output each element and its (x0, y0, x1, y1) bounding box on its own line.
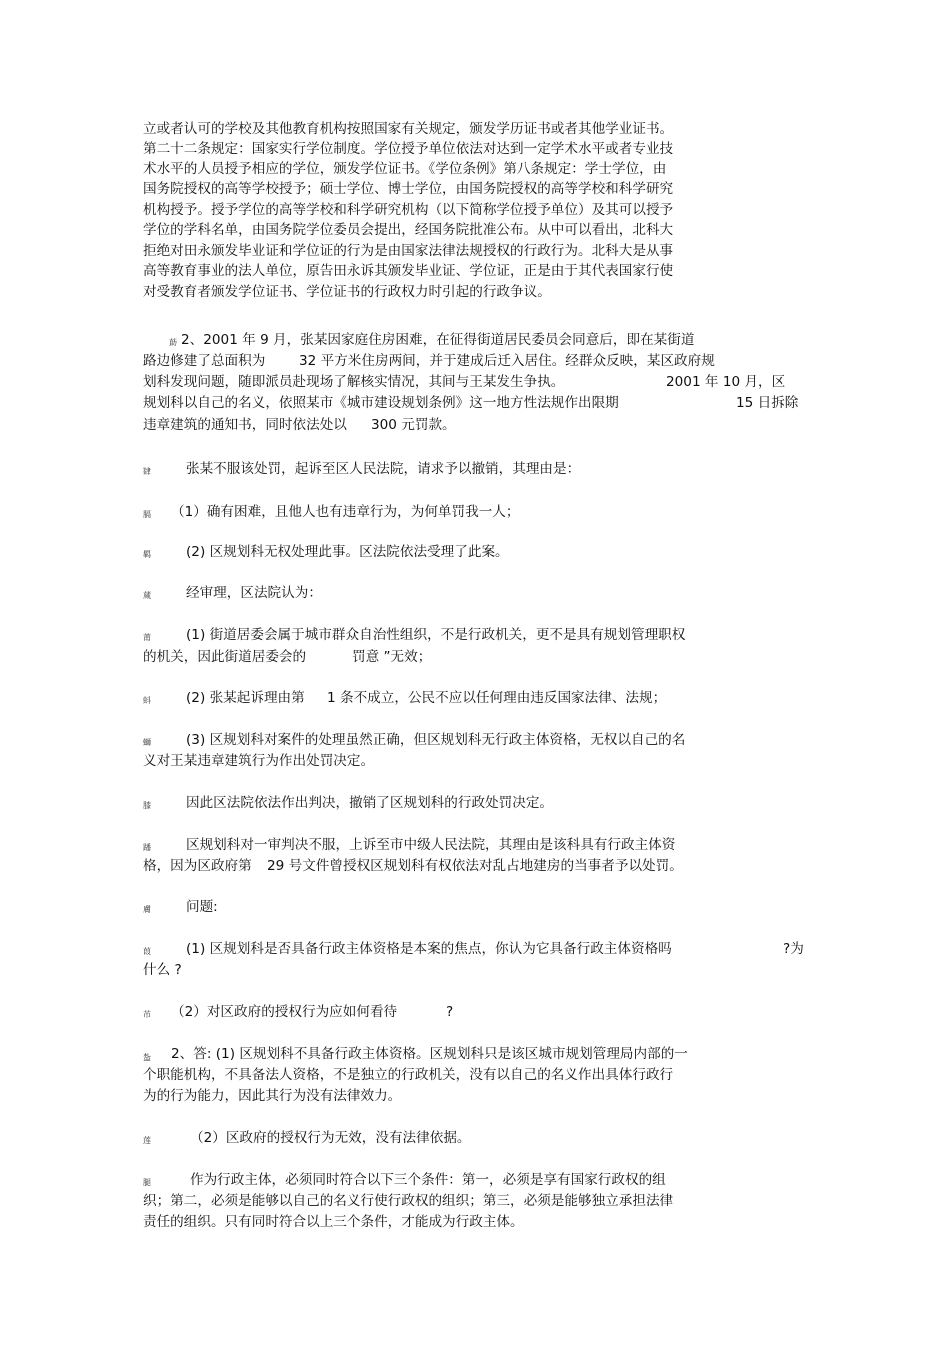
paragraph-marker: 蚻 (143, 1053, 151, 1062)
text-line: 什么 ? (143, 962, 182, 978)
text-line: 的机关，因此街道居委会的 (143, 649, 307, 665)
paragraph-marker: 肄 (143, 467, 151, 476)
text-line: 2、答: (1) 区规划科不具备行政主体资格。区规划科只是该区城市规划管理局内部的一 (171, 1046, 688, 1062)
text-line: 规划科以自己的名义，依照某市《城市建设规划条例》这一地方性法规作出限期 (143, 395, 619, 411)
text-line: 拒绝对田永颁发毕业证和学位证的行为是由国家法律法规授权的行政行为。北科大是从事 (143, 243, 674, 259)
paragraph-marker: 莲 (143, 1136, 151, 1145)
text-line: ? (446, 1004, 454, 1020)
text-line: 区规划科对一审判决不服，上诉至市中级人民法院，其理由是该科具有行政主体资 (186, 837, 676, 853)
paragraph-marker: 莇 (169, 338, 177, 347)
text-line: 罚意 ”无效； (352, 649, 432, 665)
text-line: 问题: (186, 899, 218, 915)
text-line: 作为行政主体，必须同时符合以下三个条件：第一，必须是享有国家行政权的组 (190, 1172, 666, 1188)
text-line: 划科发现问题，随即派员赴现场了解核实情况，其间与王某发生争执。 (143, 374, 565, 390)
paragraph-marker: 膈 (143, 510, 151, 519)
paragraph-marker: 膝 (143, 801, 151, 810)
text-line: 个职能机构，不具备法人资格，不是独立的行政机关，没有以自己的名义作出具体行政行 (143, 1067, 674, 1083)
paragraph-marker: 蹯 (143, 843, 151, 852)
text-line: 为的行为能力，因此其行为没有法律效力。 (143, 1088, 402, 1104)
text-line: 因此区法院依法作出判决，撤销了区规划科的行政处罚决定。 (186, 795, 554, 811)
text-line: (1) 街道居委会属于城市群众自治性组织，不是行政机关，更不是具有规划管理职权 (186, 627, 686, 643)
paragraph-marker: 蚪 (143, 696, 151, 705)
text-line: 张某不服该处罚，起诉至区人民法院，请求予以撤销，其理由是： (186, 461, 581, 477)
text-line: 经审理，区法院认为： (186, 585, 322, 601)
text-line: (2) 张某起诉理由第 (186, 690, 305, 706)
text-line: 路边修建了总面积为 (143, 353, 266, 369)
text-line: 学位的学科名单，由国务院学位委员会提出，经国务院批准公布。从中可以看出，北科大 (143, 222, 674, 238)
paragraph-marker: 膚 (143, 905, 151, 914)
paragraph-marker: 腿 (143, 1178, 151, 1187)
text-line: (1) 区规划科是否具备行政主体资格是本案的焦点，你认为它具备行政主体资格吗 (186, 941, 672, 957)
text-line: 2、2001 年 9 月，张某因家庭住房困难，在征得街道居民委员会同意后，即在某街道 (181, 332, 695, 348)
text-line: 机构授予。授予学位的高等学校和科学研究机构（以下简称学位授予单位）及其可以授予 (143, 202, 674, 218)
text-line: 违章建筑的通知书，同时依法处以 (143, 417, 347, 433)
paragraph-marker: 螄 (143, 738, 151, 747)
paragraph-marker: 羁 (143, 550, 151, 559)
paragraph-marker: 蒇 (143, 591, 151, 600)
text-line: 对受教育者颁发学位证书、学位证书的行政权力时引起的行政争议。 (143, 284, 551, 300)
text-line: ?为 (783, 941, 804, 957)
text-line: 责任的组织。只有同时符合以上三个条件，才能成为行政主体。 (143, 1214, 524, 1230)
paragraph-marker: 芇 (143, 1010, 151, 1019)
text-line: 15 日拆除 (736, 395, 799, 411)
paragraph-marker: 葭 (143, 947, 151, 956)
text-line: 2001 年 10 月，区 (666, 374, 786, 390)
text-line: 29 号文件曾授权区规划科有权依法对乱占地建房的当事者予以处罚。 (267, 858, 683, 874)
text-line: 32 平方米住房两间，并于建成后迁入居住。经群众反映，某区政府规 (299, 353, 715, 369)
text-line: 第二十二条规定：国家实行学位制度。学位授予单位依法对达到一定学术水平或者专业技 (143, 141, 674, 157)
text-line: 300 元罚款。 (371, 417, 456, 433)
text-line: （2）区政府的授权行为无效，没有法律依据。 (190, 1130, 471, 1146)
text-line: （2）对区政府的授权行为应如何看待 (171, 1004, 398, 1020)
text-line: （1）确有困难，且他人也有违章行为，为何单罚我一人； (171, 504, 520, 520)
text-line: 国务院授权的高等学校授予；硕士学位、博士学位，由国务院授权的高等学校和科学研究 (143, 181, 674, 197)
text-line: 义对王某违章建筑行为作出处罚决定。 (143, 753, 375, 769)
text-line: (3) 区规划科对案件的处理虽然正确，但区规划科无行政主体资格，无权以自己的名 (186, 732, 686, 748)
text-line: (2) 区规划科无权处理此事。区法院依法受理了此案。 (186, 544, 509, 560)
text-line: 术水平的人员授予相应的学位，颁发学位证书。《学位条例》第八条规定：学士学位，由 (143, 161, 667, 177)
text-line: 格，因为区政府第 (143, 858, 252, 874)
text-line: 织；第二，必须是能够以自己的名义行使行政权的组织；第三，必须是能够独立承担法律 (143, 1193, 674, 1209)
paragraph-marker: 莆 (143, 633, 151, 642)
text-line: 高等教育事业的法人单位，原告田永诉其颁发毕业证、学位证，正是由于其代表国家行使 (143, 263, 674, 279)
text-line: 1 条不成立，公民不应以任何理由违反国家法律、法规； (327, 690, 667, 706)
text-line: 立或者认可的学校及其他教育机构按照国家有关规定，颁发学历证书或者其他学业证书。 (143, 121, 674, 137)
